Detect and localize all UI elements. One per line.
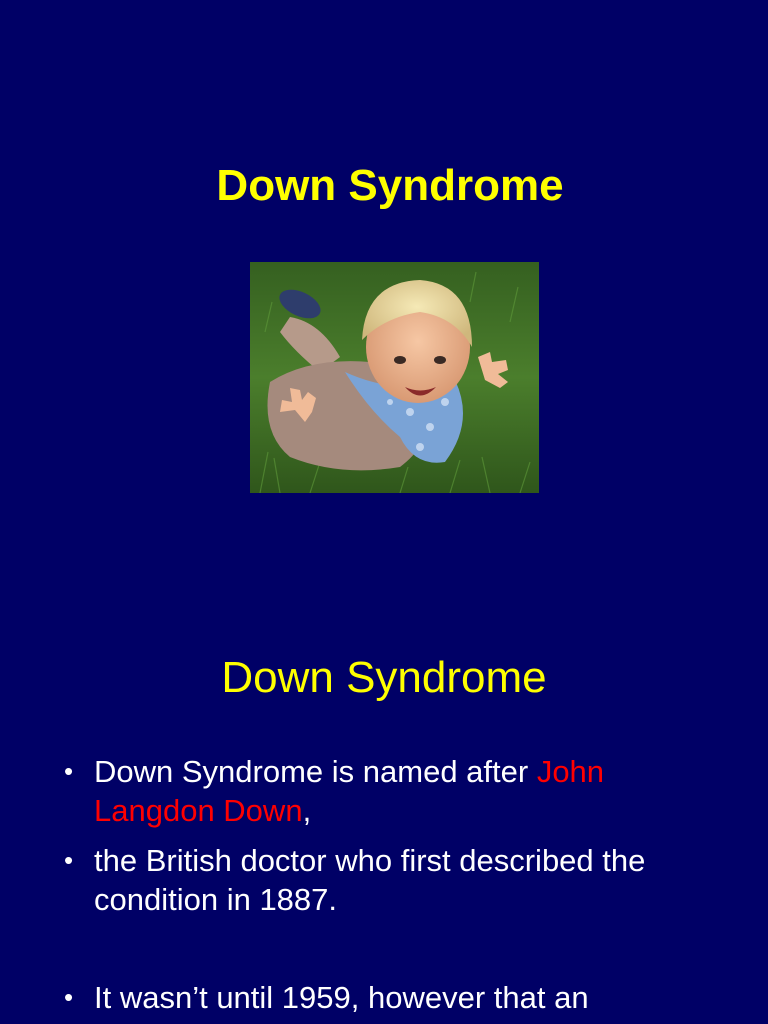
bullet-item <box>60 978 710 1017</box>
bullet-dot-icon: • <box>64 845 74 875</box>
child-photo <box>250 262 539 493</box>
slide-1-title: Down Syndrome <box>216 161 564 210</box>
bullet-list <box>60 752 710 1017</box>
bullet-item <box>60 752 710 830</box>
bullet-item <box>60 841 710 919</box>
slide-2 <box>0 580 768 1024</box>
bullet-highlight: John Langdon Down <box>94 754 605 828</box>
bullet-text: the British doctor who first described the condition in 1887. <box>94 843 646 917</box>
bullet-text: Down Syndrome is named after <box>94 754 537 789</box>
bullet-dot-icon: • <box>64 756 74 786</box>
bullet-dot-icon: • <box>64 982 74 1012</box>
bullet-text-after: , <box>302 793 312 828</box>
slide-2-title: Down Syndrome <box>221 653 547 702</box>
bullet-text: It wasn’t until 1959, however that an <box>94 980 589 1015</box>
